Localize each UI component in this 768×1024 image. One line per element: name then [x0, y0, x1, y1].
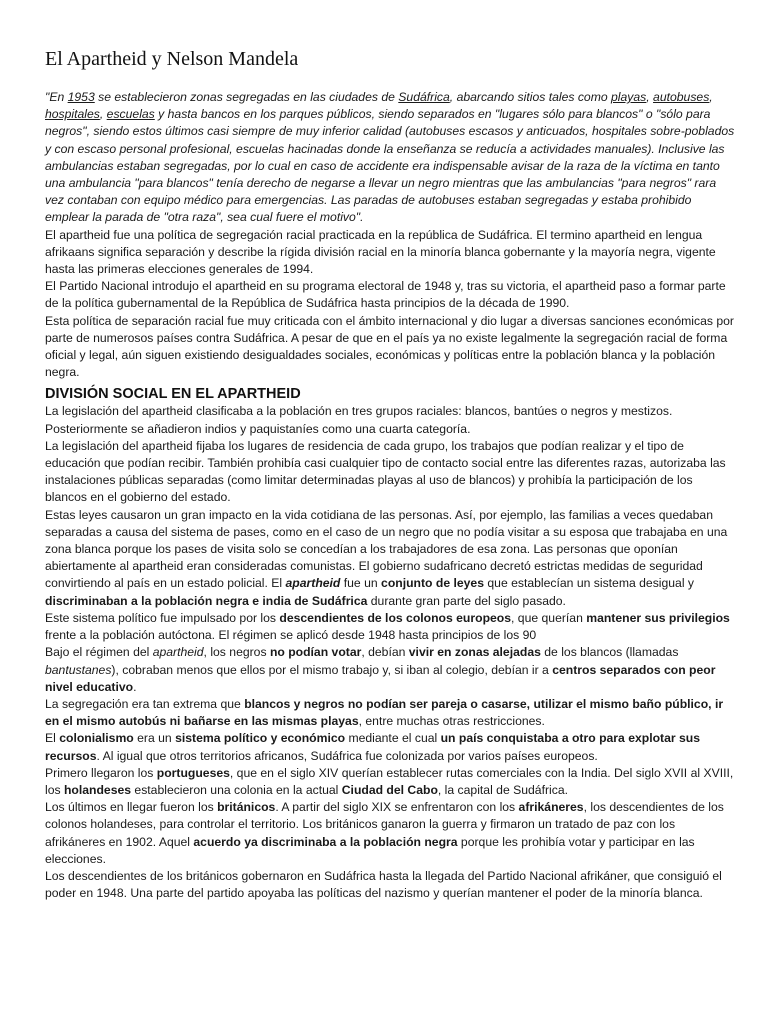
- text: Bajo el régimen del: [45, 645, 153, 660]
- link-playas[interactable]: playas: [611, 90, 647, 104]
- paragraph: El apartheid fue una política de segregación racial practicada en la república de Sudáfrica. El termino apartheid en lengua afrikaans significa separación y describe la rígida división racial en la minoría blanca gobernante y la mayoría negra, vigente hasta las primeras elecciones generales de 1994.: [45, 227, 716, 277]
- text: , la capital de Sudáfrica.: [437, 782, 568, 797]
- paragraph: La legislación del apartheid clasificaba a la población en tres grupos raciales: blancos, bantúes o negros y mestizos. Posteriormente se añadieron indios y paquistaníes como una cuarta categoría.: [45, 404, 673, 436]
- emphasis: utilizar el mismo baño público: [533, 696, 709, 711]
- intro-quote: [45, 89, 735, 227]
- text: fue un: [340, 576, 382, 591]
- text: , los negros: [203, 645, 270, 660]
- emphasis: discriminaban a la población negra e india de Sudáfrica: [45, 593, 368, 608]
- paragraph: La legislación del apartheid fijaba los lugares de residencia de cada grupo, los trabajos que podían realizar y el tipo de educación que podían recibir. También prohibía casi cualquier tipo de contacto social entre las diferentes razas, autorizaba las instalaciones públicas separadas (como limitar determinadas playas al uso de blancos) y prohibía la participación de los blancos en el gobierno del estado.: [45, 438, 726, 505]
- text: establecieron una colonia en la actual: [131, 782, 342, 797]
- paragraph: [45, 730, 735, 764]
- document-body: [45, 89, 735, 902]
- text: , que en el siglo XIV querían establecer rutas comerciales con la India. Del siglo XVII al XVIII, los: [45, 765, 734, 797]
- paragraph: [45, 644, 735, 696]
- text: Estas leyes causaron un gran impacto en la vida cotidiana de las personas. Así, por ejemplo, las familias a veces quedaban separadas a causa del sistema de pases, como en el caso de un negro que no podía visitar a su esposa que trabajaba en una zona blanca porque los pases de visita solo se concedían a los trabajadores de esa zona. Las personas que oponían abiertamente al apartheid eran consideradas comunistas. El gobierno sudafricano decretó estrictas medidas de seguridad convirtiendo al país en un estado policial. El: [45, 507, 728, 591]
- emphasis: Ciudad del Cabo: [341, 782, 438, 797]
- emphasis: mantener sus privilegios: [586, 610, 730, 625]
- quote-text: , abarcando sitios tales como: [449, 90, 612, 104]
- paragraph: Esta política de separación racial fue muy criticada con el ámbito internacional y dio lugar a diversas sanciones económicas por parte de numerosos países contra Sudáfrica. A pesar de que en el país ya no existe legalmente la segregación racial de forma oficial y legal, aún siguen existiendo desigualdades sociales, económicas y políticas entre la población blanca y la población negra.: [45, 313, 734, 380]
- emphasis: apartheid: [152, 645, 204, 660]
- text: Este sistema político fue impulsado por los: [45, 610, 280, 625]
- emphasis: ,: [526, 696, 534, 711]
- quote-text: "En: [45, 90, 68, 104]
- text: porque les prohibía votar y participar en las elecciones.: [45, 834, 695, 866]
- paragraph: [45, 799, 735, 868]
- emphasis: británicos: [217, 800, 276, 815]
- text: que establecían un sistema desigual y: [484, 576, 695, 591]
- emphasis: holandeses: [63, 782, 132, 797]
- emphasis: conjunto de leyes: [381, 576, 484, 591]
- text: Los últimos en llegar fueron los: [45, 800, 218, 815]
- emphasis: centros separados con peor nivel educativo: [45, 662, 716, 694]
- quote-separator: ,: [99, 107, 107, 122]
- text: La segregación era tan extrema que: [45, 696, 245, 711]
- text: mediante el cual: [345, 731, 441, 746]
- link-1953[interactable]: 1953: [67, 90, 95, 104]
- link-hospitales[interactable]: hospitales: [45, 107, 100, 122]
- text: ), cobraban menos que ellos por el mismo trabajo y, si iban al colegio, debían ir a: [111, 662, 553, 677]
- emphasis: apartheid: [285, 576, 341, 591]
- text: . Al igual que otros territorios africanos, Sudáfrica fue colonizada por varios países europeos.: [96, 748, 598, 763]
- emphasis: sistema político y económico: [175, 731, 346, 746]
- text: de los blancos (llamadas: [540, 645, 679, 660]
- link-sudafrica[interactable]: Sudáfrica: [398, 90, 450, 104]
- paragraph: [45, 507, 735, 610]
- emphasis: no podían votar: [269, 645, 362, 660]
- emphasis: vivir en zonas alejadas: [408, 645, 541, 660]
- paragraph: [45, 610, 735, 644]
- text: , debían: [361, 645, 409, 660]
- text: Primero llegaron los: [45, 765, 157, 780]
- quote-text: se establecieron zonas segregadas en las ciudades de: [94, 90, 399, 104]
- paragraph: [45, 696, 735, 730]
- text: .: [133, 679, 137, 694]
- text: , entre muchas otras restricciones.: [358, 714, 545, 729]
- emphasis: ,: [708, 696, 715, 711]
- emphasis: blancos y negros no podían ser pareja o casarse: [244, 696, 527, 711]
- quote-separator: ,: [709, 90, 713, 104]
- section-heading: DIVISIÓN SOCIAL EN EL APARTHEID: [45, 386, 301, 403]
- text: frente a la población autóctona. El régimen se aplicó desde 1948 hasta principios de los 90: [45, 628, 537, 643]
- emphasis: afrikáneres: [518, 800, 584, 815]
- text: , los descendientes de los colonos holandeses, para controlar el territorio. Los británicos ganaron la guerra y firmaron un tratado de paz con los afrikáneres en 1902. Aquel: [45, 800, 724, 849]
- emphasis: descendientes de los colonos europeos: [279, 610, 512, 625]
- emphasis: colonialismo: [59, 731, 134, 746]
- text: durante gran parte del siglo pasado.: [367, 593, 566, 608]
- emphasis: bantustanes: [45, 662, 112, 677]
- emphasis: ir en el mismo autobús ni bañarse en las mismas playas: [45, 696, 724, 729]
- document-title: El Apartheid y Nelson Mandela: [45, 48, 299, 70]
- emphasis: portugueses: [156, 765, 230, 780]
- text: . A partir del siglo XIX se enfrentaron con los: [275, 800, 519, 815]
- link-autobuses[interactable]: autobuses: [653, 90, 710, 104]
- quote-separator: ,: [646, 90, 654, 104]
- paragraph: [45, 765, 735, 799]
- link-escuelas[interactable]: escuelas: [106, 107, 155, 122]
- emphasis: un país conquistaba a otro para explotar sus recursos: [45, 731, 700, 763]
- text: El: [45, 731, 60, 746]
- emphasis: acuerdo ya discriminaba a la población negra: [193, 834, 458, 849]
- paragraph: Los descendientes de los británicos gobernaron en Sudáfrica hasta la llegada del Partido Nacional afrikáner, que consiguió el poder en 1948. Una parte del partido apoyaba las políticas del nazismo y querían mantener el poder de la minoría blanca.: [45, 868, 722, 901]
- paragraph: El Partido Nacional introdujo el apartheid en su programa electoral de 1948 y, tras su victoria, el apartheid paso a formar parte de la política gubernamental de la República de Sudáfrica hasta principios de la década de 1990.: [45, 279, 726, 311]
- quote-text: y hasta bancos en los parques públicos, siendo separados en "lugares sólo para blancos" o "sólo para negros", siendo estos últimos casi siempre de muy inferior calidad (autobuses escasos y anticuados, hospitales sobre-poblados y con escaso personal profesional, escuelas hacinadas donde la enseñanza se reducía a actividades manuales). Inclusive las ambulancias estaban segregadas, por lo cual en caso de accidente era indispensable avisar de la raza de la víctima en tanto una ambulancia "para blancos" tenía derecho de negarse a llevar un negro mientras que las ambulancias "para negros" rara vez contaban con equipo médico para emergencias. Las paradas de autobuses estaban segregadas y estaba prohibido emplear la parada de "otra raza", sea cual fuere el motivo".: [45, 107, 735, 225]
- text: era un: [133, 731, 176, 746]
- text: , que querían: [511, 610, 587, 625]
